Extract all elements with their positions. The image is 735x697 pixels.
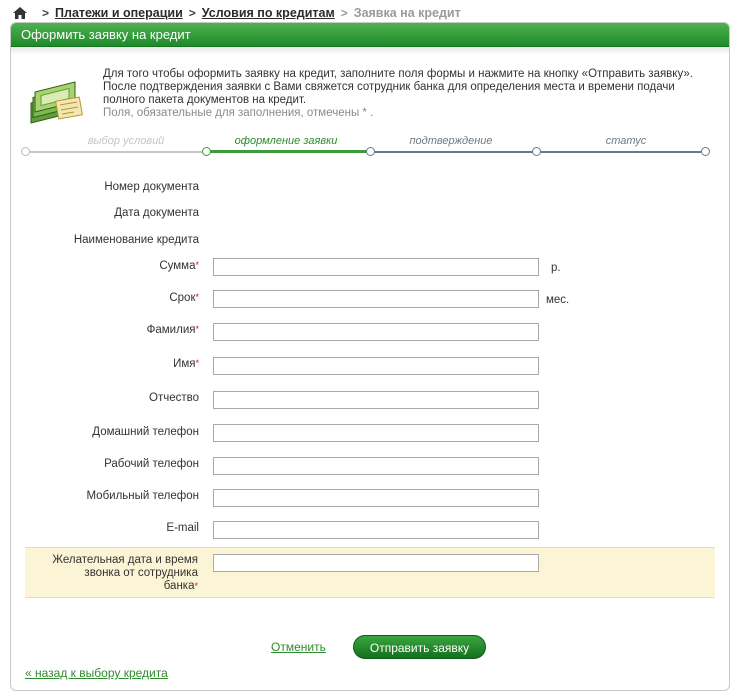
- step-select-conditions: выбор условий: [87, 135, 165, 147]
- step-dot: [202, 147, 211, 156]
- mobile-phone-input[interactable]: [213, 489, 539, 507]
- last-name-label: [11, 324, 199, 336]
- required-mark: *: [194, 581, 198, 591]
- required-mark: *: [195, 358, 199, 368]
- work-phone-label: Рабочий телефон: [104, 458, 199, 470]
- call-time-label-line: Желательная дата и время: [52, 554, 198, 566]
- step-dot: [366, 147, 375, 156]
- breadcrumb: [12, 4, 461, 22]
- credit-name-label: Наименование кредита: [73, 234, 199, 246]
- submit-application-button[interactable]: Отправить заявку: [353, 635, 486, 659]
- call-time-label: [25, 554, 198, 593]
- first-name-input[interactable]: [213, 357, 539, 375]
- back-to-credit-selection-link[interactable]: « назад к выбору кредита: [25, 666, 168, 680]
- call-time-input[interactable]: [213, 554, 539, 572]
- chevron-right-icon: >: [340, 6, 348, 20]
- step-dot: [701, 147, 710, 156]
- call-time-label-line: звонка от сотрудника: [84, 567, 198, 579]
- step-status: статус: [605, 135, 647, 147]
- term-label-text: Срок: [169, 292, 196, 304]
- home-phone-label: Домашний телефон: [92, 426, 199, 438]
- chevron-right-icon: >: [42, 6, 50, 20]
- first-name-label-text: Имя: [173, 358, 196, 370]
- term-input[interactable]: [213, 290, 539, 308]
- sum-input[interactable]: [213, 258, 539, 276]
- doc-date-label: Дата документа: [114, 207, 199, 219]
- term-unit: мес.: [546, 294, 570, 306]
- first-name-label: [11, 358, 199, 370]
- sum-label-text: Сумма: [159, 260, 196, 272]
- money-icon: [29, 67, 87, 125]
- breadcrumb-credit-terms-link[interactable]: Условия по кредитам: [201, 6, 335, 20]
- middle-name-input[interactable]: [213, 391, 539, 409]
- credit-application-panel: [10, 22, 730, 691]
- intro-text: Для того чтобы оформить заявку на кредит, заполните поля формы и нажмите на кнопку «Отправить заявку». После подтверждения заявки с Вами свяжется сотрудник банка для определения места и времени подачи полного пакета документов на кредит.: [103, 68, 693, 106]
- step-application: оформление заявки: [234, 135, 338, 147]
- breadcrumb-payments-link[interactable]: Платежи и операции: [55, 6, 183, 20]
- call-time-section: [25, 547, 715, 598]
- term-label: [11, 292, 199, 304]
- middle-name-label: Отчество: [149, 392, 199, 404]
- last-name-label-text: Фамилия: [146, 324, 196, 336]
- step-dot: [21, 147, 30, 156]
- panel-title: Оформить заявку на кредит: [11, 23, 729, 47]
- last-name-input[interactable]: [213, 323, 539, 341]
- sum-unit: р.: [551, 262, 561, 274]
- required-fields-note: Поля, обязательные для заполнения, отмечены * .: [103, 107, 374, 119]
- required-mark: *: [195, 260, 199, 270]
- call-time-label-line: банка: [163, 580, 195, 592]
- step-line-active: [205, 150, 371, 153]
- breadcrumb-current: Заявка на кредит: [353, 6, 461, 20]
- mobile-phone-label: Мобильный телефон: [86, 490, 199, 502]
- required-mark: *: [195, 324, 199, 334]
- email-label: E-mail: [166, 522, 199, 534]
- doc-number-label: Номер документа: [104, 181, 199, 193]
- step-confirmation: подтверждение: [409, 135, 493, 147]
- chevron-right-icon: >: [188, 6, 196, 20]
- step-line-done: [25, 151, 205, 153]
- cancel-link[interactable]: Отменить: [271, 640, 326, 654]
- required-mark: *: [195, 292, 199, 302]
- header-shadow: [11, 47, 729, 55]
- work-phone-input[interactable]: [213, 457, 539, 475]
- step-dot: [532, 147, 541, 156]
- home-icon[interactable]: [12, 6, 28, 20]
- progress-steps: [21, 137, 701, 157]
- sum-label: [11, 260, 199, 272]
- home-phone-input[interactable]: [213, 424, 539, 442]
- email-input[interactable]: [213, 521, 539, 539]
